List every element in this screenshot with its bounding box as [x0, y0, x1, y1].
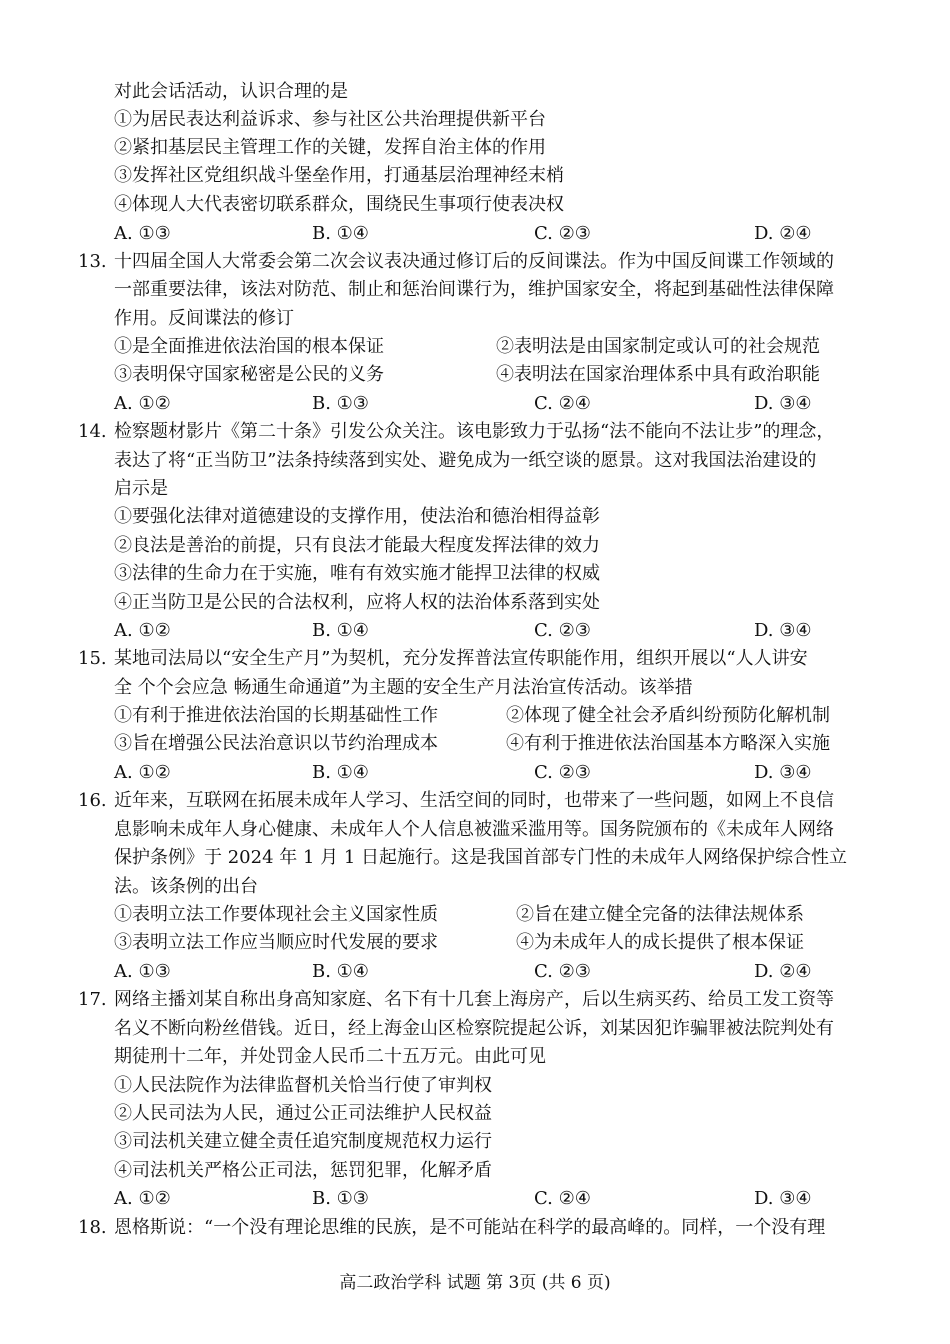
question-text: 作用。反间谍法的修订 [114, 308, 294, 329]
option-item: ③旨在增强公民法治意识以节约治理成本 [114, 733, 438, 754]
answer-choice-c: C. ②④ [534, 393, 591, 414]
answer-choice-d: D. ③④ [754, 1188, 812, 1209]
question-text: 名义不断向粉丝借钱。近日，经上海金山区检察院提起公诉，刘某因犯诈骗罪被法院判处有 [114, 1018, 834, 1039]
option-item: ①人民法院作为法律监督机关恰当行使了审判权 [114, 1075, 492, 1096]
option-item: ①是全面推进依法治国的根本保证 [114, 336, 384, 357]
option-item: ④司法机关严格公正司法，惩罚犯罪，化解矛盾 [114, 1160, 492, 1181]
question-text: 恩格斯说：“一个没有理论思维的民族，是不可能站在科学的最高峰的。同样，一个没有理 [114, 1217, 826, 1238]
option-item: ①要强化法律对道德建设的支撑作用，使法治和德治相得益彰 [114, 506, 600, 527]
answer-choice-d: D. ②④ [754, 223, 812, 244]
question-text: 检察题材影片《第二十条》引发公众关注。该电影致力于弘扬“法不能向不法让步”的理念， [114, 421, 835, 442]
answer-choice-d: D. ③④ [754, 620, 812, 641]
question-number: 14. [78, 421, 107, 442]
question-text: 表达了将“正当防卫”法条持续落到实处、避免成为一纸空谈的愿景。这对我国法治建设的 [114, 450, 817, 471]
question-number: 17. [78, 989, 107, 1010]
answer-choice-a: A. ①② [114, 393, 171, 414]
option-item: ②体现了健全社会矛盾纠纷预防化解机制 [506, 705, 830, 726]
answer-choice-c: C. ②③ [534, 223, 591, 244]
option-item: ②表明法是由国家制定或认可的社会规范 [496, 336, 820, 357]
question-stem: 对此会话活动，认识合理的是 [114, 81, 348, 102]
answer-choice-b: B. ①③ [312, 1188, 369, 1209]
option-item: ②人民司法为人民，通过公正司法维护人民权益 [114, 1103, 492, 1124]
option-item: ④为未成年人的成长提供了根本保证 [516, 932, 804, 953]
answer-choice-d: D. ②④ [754, 961, 812, 982]
option-item: ①表明立法工作要体现社会主义国家性质 [114, 904, 438, 925]
answer-choice-b: B. ①④ [312, 620, 369, 641]
question-text: 某地司法局以“安全生产月”为契机，充分发挥普法宣传职能作用，组织开展以“人人讲安 [114, 648, 808, 669]
option-item: ①为居民表达利益诉求、参与社区公共治理提供新平台 [114, 109, 546, 130]
answer-choice-b: B. ①③ [312, 393, 369, 414]
answer-choice-a: A. ①③ [114, 961, 171, 982]
answer-choice-a: A. ①② [114, 620, 171, 641]
page-footer: 高二政治学科 试题 第 3页 (共 6 页) [339, 1273, 611, 1293]
question-text: 息影响未成年人身心健康、未成年人个人信息被滥采滥用等。国务院颁布的《未成年人网络 [114, 819, 834, 840]
answer-choice-a: A. ①② [114, 762, 171, 783]
option-item: ③表明立法工作应当顺应时代发展的要求 [114, 932, 438, 953]
answer-choice-c: C. ②③ [534, 961, 591, 982]
option-item: ②紧扣基层民主管理工作的关键，发挥自治主体的作用 [114, 137, 546, 158]
question-number: 18. [78, 1217, 107, 1238]
option-item: ①有利于推进依法治国的长期基础性工作 [114, 705, 438, 726]
question-text: 法。该条例的出台 [114, 876, 258, 897]
answer-choice-a: A. ①③ [114, 223, 171, 244]
option-item: ④有利于推进依法治国基本方略深入实施 [506, 733, 830, 754]
question-text: 一部重要法律，该法对防范、制止和惩治间谍行为，维护国家安全，将起到基础性法律保障 [114, 279, 834, 300]
answer-choice-b: B. ①④ [312, 762, 369, 783]
question-text: 近年来，互联网在拓展未成年人学习、生活空间的同时，也带来了一些问题，如网上不良信 [114, 790, 834, 811]
answer-choice-a: A. ①② [114, 1188, 171, 1209]
answer-choice-c: C. ②③ [534, 620, 591, 641]
option-item: ④体现人大代表密切联系群众，围绕民生事项行使表决权 [114, 194, 564, 215]
question-text: 网络主播刘某自称出身高知家庭、名下有十几套上海房产，后以生病买药、给员工发工资等 [114, 989, 834, 1010]
question-text: 十四届全国人大常委会第二次会议表决通过修订后的反间谍法。作为中国反间谍工作领域的 [114, 251, 834, 272]
question-number: 13. [78, 251, 107, 272]
option-item: ③发挥社区党组织战斗堡垒作用，打通基层治理神经末梢 [114, 165, 564, 186]
option-item: ③法律的生命力在于实施，唯有有效实施才能捍卫法律的权威 [114, 563, 600, 584]
option-item: ②旨在建立健全完备的法律法规体系 [516, 904, 804, 925]
question-text: 保护条例》于 2024 年 1 月 1 日起施行。这是我国首部专门性的未成年人网络保护综合性立 [114, 847, 848, 868]
question-number: 15. [78, 648, 107, 669]
answer-choice-c: C. ②③ [534, 762, 591, 783]
option-item: ③司法机关建立健全责任追究制度规范权力运行 [114, 1131, 492, 1152]
question-text: 启示是 [114, 478, 168, 499]
option-item: ③表明保守国家秘密是公民的义务 [114, 364, 384, 385]
answer-choice-b: B. ①④ [312, 223, 369, 244]
question-number: 16. [78, 790, 107, 811]
option-item: ④正当防卫是公民的合法权利，应将人权的法治体系落到实处 [114, 592, 600, 613]
answer-choice-b: B. ①④ [312, 961, 369, 982]
option-item: ④表明法在国家治理体系中具有政治职能 [496, 364, 820, 385]
answer-choice-d: D. ③④ [754, 393, 812, 414]
question-text: 期徒刑十二年，并处罚金人民币二十五万元。由此可见 [114, 1046, 546, 1067]
answer-choice-d: D. ③④ [754, 762, 812, 783]
option-item: ②良法是善治的前提，只有良法才能最大程度发挥法律的效力 [114, 535, 600, 556]
question-text: 全 个个会应急 畅通生命通道”为主题的安全生产月法治宣传活动。该举措 [114, 677, 693, 698]
answer-choice-c: C. ②④ [534, 1188, 591, 1209]
